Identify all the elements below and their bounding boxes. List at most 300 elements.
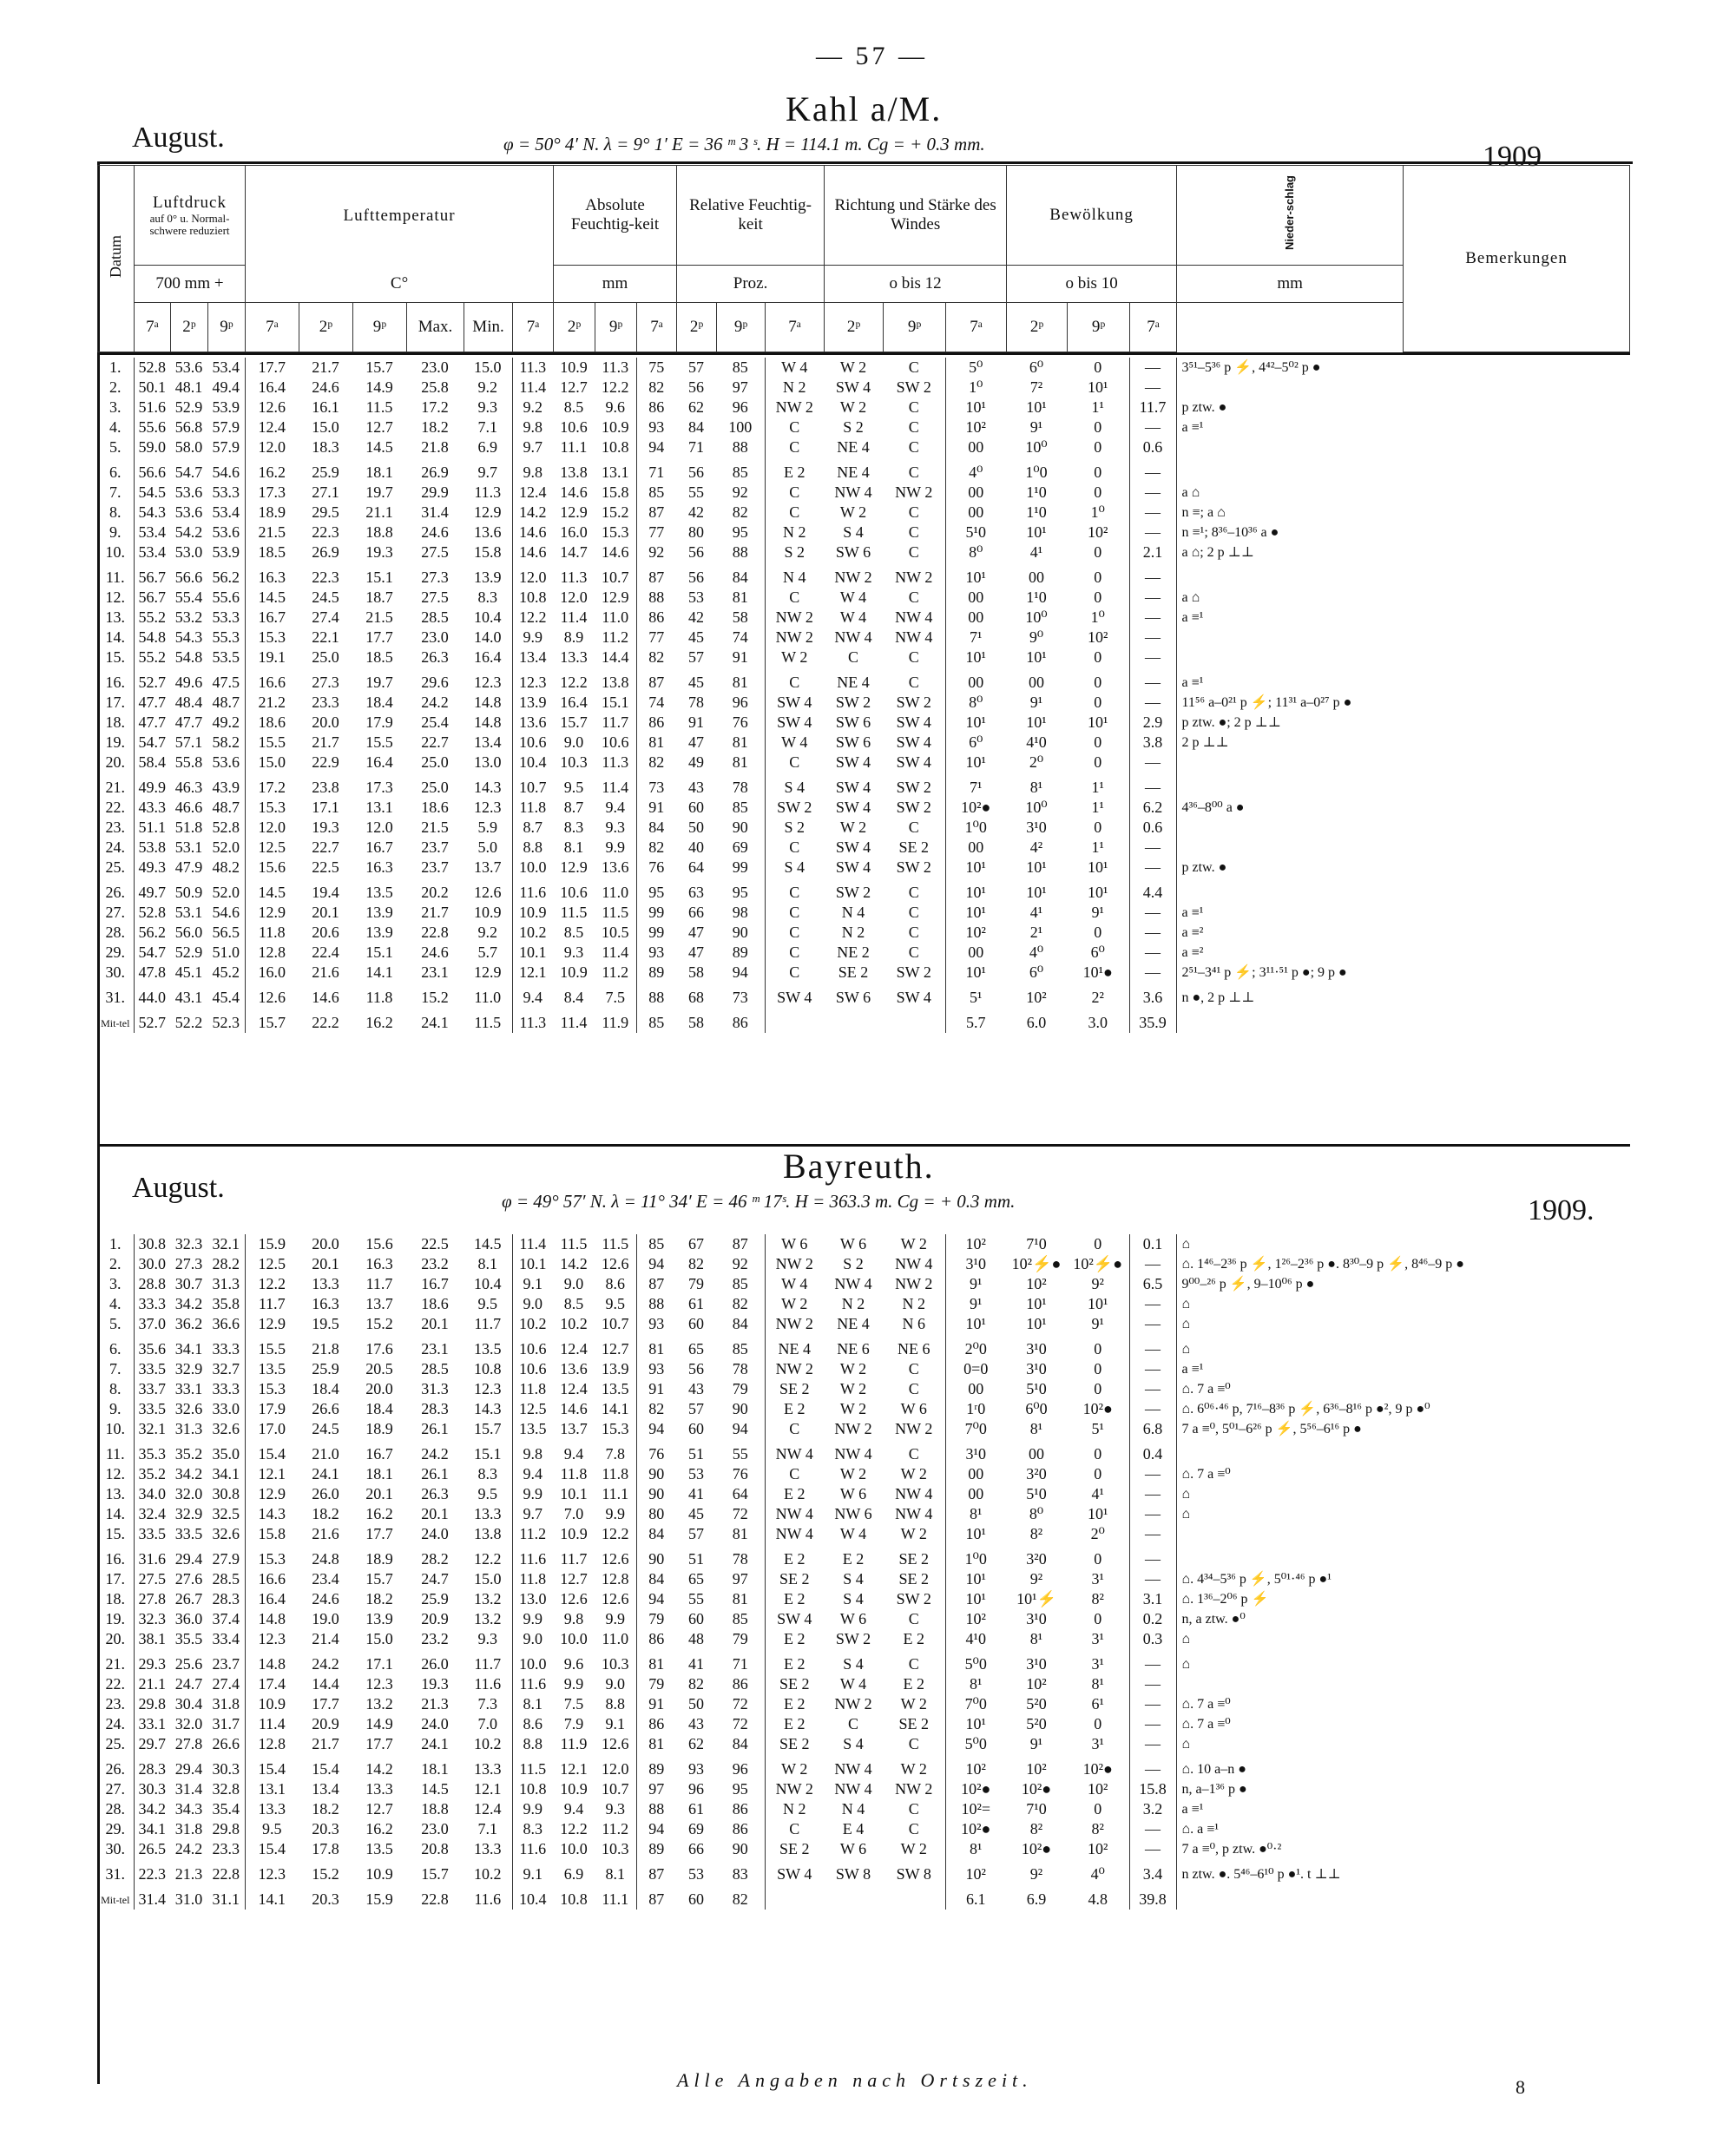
value-cell: 11.8 bbox=[512, 798, 553, 818]
value-cell: 10¹● bbox=[1082, 963, 1113, 981]
value-cell: 10.6 bbox=[512, 1359, 553, 1379]
value-cell: 79 bbox=[688, 1275, 704, 1292]
value-cell: 14.6 bbox=[512, 523, 553, 542]
value-cell: 81 bbox=[636, 1649, 676, 1674]
value-cell: 17.1 bbox=[312, 799, 339, 816]
value-cell: 1⁰ bbox=[1090, 503, 1105, 521]
value-cell: 10.6 bbox=[512, 733, 553, 753]
value-cell: 20.2 bbox=[421, 884, 449, 901]
value-cell: 12.4 bbox=[474, 1800, 502, 1818]
remark-cell: ⌂ bbox=[1176, 1294, 1630, 1314]
value-cell: 45 bbox=[688, 1505, 704, 1522]
value-cell: SW 4 bbox=[896, 753, 931, 771]
value-cell: W 2 bbox=[839, 503, 867, 521]
value-cell: — bbox=[1129, 1754, 1176, 1779]
table-row bbox=[97, 1334, 1630, 1359]
value-cell: 53.8 bbox=[134, 838, 170, 858]
value-cell: 14.5 bbox=[245, 878, 299, 903]
value-cell: 47 bbox=[688, 943, 704, 961]
value-cell: 10.3 bbox=[602, 1655, 629, 1673]
value-cell: 84 bbox=[636, 1569, 676, 1589]
value-cell: 65 bbox=[688, 1340, 704, 1358]
mittel-value: 60 bbox=[688, 1890, 704, 1908]
value-cell: 20.0 bbox=[312, 1235, 339, 1252]
table-row bbox=[97, 483, 1630, 503]
value-cell: 13.3 bbox=[365, 1780, 393, 1798]
value-cell: W 2 bbox=[839, 1380, 867, 1397]
remark-cell: ⌂. 7 a ≡⁰ bbox=[1176, 1714, 1630, 1734]
value-cell: 51.1 bbox=[134, 818, 170, 838]
value-cell: 11.8 bbox=[560, 1465, 588, 1482]
remark-cell bbox=[1176, 457, 1630, 483]
value-cell: 28.2 bbox=[212, 1255, 240, 1272]
value-cell: C bbox=[765, 483, 824, 503]
value-cell: W 2 bbox=[839, 398, 867, 416]
mittel-value: 35.9 bbox=[1129, 1008, 1176, 1033]
value-cell: 52.0 bbox=[212, 884, 240, 901]
value-cell: 17.7 bbox=[312, 1695, 339, 1713]
value-cell: 10² bbox=[1026, 1675, 1047, 1693]
value-cell: C bbox=[908, 358, 919, 376]
value-cell: — bbox=[1129, 1649, 1176, 1674]
value-cell: 5¹0 bbox=[1026, 1380, 1047, 1397]
value-cell: 12.7 bbox=[560, 1570, 588, 1588]
value-cell: 11.7 bbox=[474, 1655, 502, 1673]
value-cell: 25.9 bbox=[312, 463, 339, 481]
value-cell: 20.0 bbox=[312, 713, 339, 731]
value-cell: 55.8 bbox=[174, 753, 203, 771]
value-cell: 57.9 bbox=[212, 438, 240, 456]
value-cell: 47.9 bbox=[174, 858, 203, 876]
value-cell: W 2 bbox=[900, 1695, 927, 1713]
mittel-value: 31.4 bbox=[134, 1884, 170, 1910]
remark-cell bbox=[1176, 1674, 1630, 1694]
hdr-abs-feucht: Absolute Feuchtig-keit bbox=[554, 166, 677, 266]
value-cell: 11.6 bbox=[512, 1674, 553, 1694]
value-cell: 31.8 bbox=[174, 1820, 203, 1837]
mittel-value: 52.3 bbox=[212, 1014, 240, 1031]
value-cell: W 2 bbox=[900, 1760, 927, 1778]
value-cell: 87 bbox=[636, 667, 676, 693]
remark-cell: a ≡¹ bbox=[1176, 608, 1630, 628]
value-cell: 3.1 bbox=[1129, 1589, 1176, 1609]
table-row bbox=[97, 1754, 1630, 1779]
value-cell: SW 4 bbox=[896, 713, 931, 731]
value-cell: 47.8 bbox=[134, 963, 170, 983]
value-cell: 9.3 bbox=[605, 818, 625, 836]
value-cell: C bbox=[765, 503, 824, 523]
value-cell: 55.2 bbox=[134, 648, 170, 667]
remark-cell: n, a ztw. ●⁰ bbox=[1176, 1609, 1630, 1629]
value-cell: 9¹ bbox=[945, 1294, 1006, 1314]
value-cell: 9.4 bbox=[512, 1464, 553, 1484]
remark-cell: a ≡¹ bbox=[1176, 667, 1630, 693]
value-cell: 11.4 bbox=[602, 779, 629, 796]
value-cell: 12.8 bbox=[245, 1734, 299, 1754]
value-cell: 00 bbox=[945, 838, 1006, 858]
value-cell: 13.3 bbox=[474, 1505, 502, 1522]
value-cell: 12.3 bbox=[474, 674, 502, 691]
value-cell: 47.7 bbox=[174, 713, 203, 731]
value-cell: 8.1 bbox=[512, 1694, 553, 1714]
value-cell: SW 2 bbox=[896, 1590, 931, 1607]
value-cell: 99 bbox=[636, 923, 676, 943]
value-cell: 25.6 bbox=[174, 1655, 203, 1673]
value-cell: SW 2 bbox=[765, 798, 824, 818]
value-cell: 24.2 bbox=[174, 1840, 203, 1857]
value-cell: 43 bbox=[688, 779, 704, 796]
value-cell: SW 4 bbox=[896, 733, 931, 751]
value-cell: 57 bbox=[688, 1525, 704, 1542]
value-cell: 23.4 bbox=[312, 1570, 339, 1588]
value-cell: SW 2 bbox=[896, 378, 931, 396]
value-cell: 9¹ bbox=[945, 1274, 1006, 1294]
day-cell: 14. bbox=[105, 1505, 125, 1522]
mittel-value: 87 bbox=[636, 1884, 676, 1910]
value-cell: — bbox=[1129, 358, 1176, 378]
value-cell: 9² bbox=[1091, 1275, 1104, 1292]
value-cell: N 6 bbox=[902, 1315, 925, 1332]
value-cell: 16.7 bbox=[245, 608, 299, 628]
value-cell: 0 bbox=[1094, 1360, 1102, 1377]
mittel-value: 58 bbox=[688, 1014, 704, 1031]
value-cell: 13.6 bbox=[560, 1360, 588, 1377]
value-cell: 90 bbox=[636, 1464, 676, 1484]
value-cell: 81 bbox=[636, 1334, 676, 1359]
value-cell: — bbox=[1129, 1464, 1176, 1484]
value-cell: W 4 bbox=[839, 608, 867, 626]
day-cell: 26. bbox=[105, 884, 125, 901]
value-cell: SW 2 bbox=[896, 694, 931, 711]
value-cell: 9.0 bbox=[512, 1629, 553, 1649]
value-cell: 24.5 bbox=[312, 1420, 339, 1437]
value-cell: 42 bbox=[688, 503, 704, 521]
value-cell: C bbox=[908, 943, 919, 961]
value-cell: 0 bbox=[1094, 438, 1102, 456]
value-cell: W 4 bbox=[765, 733, 824, 753]
table-row bbox=[97, 983, 1630, 1008]
value-cell: 6.2 bbox=[1129, 798, 1176, 818]
table-row bbox=[97, 1694, 1630, 1714]
remark-cell: a ≡¹ bbox=[1176, 1799, 1630, 1819]
value-cell: C bbox=[765, 1419, 824, 1439]
value-cell: — bbox=[1129, 1334, 1176, 1359]
value-cell: 10²⚡● bbox=[1011, 1255, 1062, 1272]
value-cell: 32.8 bbox=[212, 1780, 240, 1798]
value-cell: 9¹ bbox=[1091, 1315, 1104, 1332]
value-cell: 15.1 bbox=[474, 1445, 502, 1463]
mittel-value: 6.0 bbox=[1026, 1014, 1047, 1031]
value-cell: 8.8 bbox=[605, 1695, 625, 1713]
remark-cell: a ≡¹ bbox=[1176, 1359, 1630, 1379]
value-cell: 8.6 bbox=[605, 1275, 625, 1292]
value-cell: 21.1 bbox=[134, 1674, 170, 1694]
value-cell: 10.9 bbox=[560, 963, 588, 981]
value-cell: 58.4 bbox=[134, 753, 170, 772]
value-cell: — bbox=[1129, 1379, 1176, 1399]
value-cell: 90 bbox=[732, 924, 748, 941]
value-cell: 12.0 bbox=[245, 437, 299, 457]
value-cell: C bbox=[765, 1464, 824, 1484]
value-cell: 3¹ bbox=[1091, 1735, 1104, 1752]
value-cell: 47.7 bbox=[134, 693, 170, 713]
value-cell: 00 bbox=[945, 608, 1006, 628]
value-cell: W 2 bbox=[839, 1400, 867, 1417]
value-cell: 15.5 bbox=[245, 733, 299, 753]
table-row bbox=[97, 562, 1630, 588]
value-cell: 7¹ bbox=[945, 772, 1006, 798]
value-cell: 3.2 bbox=[1129, 1799, 1176, 1819]
value-cell: 12.8 bbox=[245, 943, 299, 963]
value-cell: 00 bbox=[1029, 569, 1044, 586]
value-cell: S 4 bbox=[765, 772, 824, 798]
value-cell: 18.9 bbox=[245, 503, 299, 523]
value-cell: 50 bbox=[688, 1695, 704, 1713]
value-cell: 47.7 bbox=[134, 713, 170, 733]
value-cell: 10.7 bbox=[512, 772, 553, 798]
table-row bbox=[97, 1569, 1630, 1589]
value-cell: 37.4 bbox=[212, 1610, 240, 1627]
value-cell: W 2 bbox=[839, 358, 867, 376]
value-cell: 3.8 bbox=[1129, 733, 1176, 753]
value-cell: 93 bbox=[636, 943, 676, 963]
day-cell: 24. bbox=[105, 1715, 125, 1732]
value-cell: 12.0 bbox=[365, 818, 393, 836]
value-cell: 73 bbox=[732, 989, 748, 1006]
value-cell: C bbox=[765, 437, 824, 457]
remark-cell: n ztw. ●. 5⁴⁶–6¹⁰ p ●¹. t ⊥⊥ bbox=[1176, 1859, 1630, 1884]
value-cell: 5²0 bbox=[1026, 1695, 1047, 1713]
value-cell: — bbox=[1129, 1674, 1176, 1694]
value-cell: — bbox=[1129, 503, 1176, 523]
day-cell: 28. bbox=[105, 924, 125, 941]
value-cell: 17.0 bbox=[245, 1419, 299, 1439]
value-cell: 8¹ bbox=[945, 1504, 1006, 1524]
value-cell: 53.6 bbox=[174, 483, 203, 501]
value-cell: 11.0 bbox=[602, 1630, 629, 1647]
value-cell: 45 bbox=[688, 674, 704, 691]
value-cell: 15.0 bbox=[312, 418, 339, 436]
value-cell: 16.2 bbox=[365, 1505, 393, 1522]
value-cell: 88 bbox=[636, 1799, 676, 1819]
value-cell: W 6 bbox=[900, 1400, 927, 1417]
value-cell: 4⁰ bbox=[945, 457, 1006, 483]
value-cell: 9.9 bbox=[605, 838, 625, 856]
value-cell: 34.2 bbox=[134, 1799, 170, 1819]
value-cell: 14.6 bbox=[512, 542, 553, 562]
table-row bbox=[97, 1589, 1630, 1609]
value-cell: 99 bbox=[636, 903, 676, 923]
day-cell: 23. bbox=[105, 1695, 125, 1713]
value-cell: 23.0 bbox=[421, 358, 449, 376]
value-cell: 10⁰ bbox=[1025, 608, 1048, 626]
value-cell: 24.5 bbox=[312, 588, 339, 606]
value-cell: 18.8 bbox=[421, 1800, 449, 1818]
value-cell: 88 bbox=[636, 1294, 676, 1314]
value-cell: 18.2 bbox=[421, 418, 449, 436]
value-cell: SW 4 bbox=[765, 1609, 824, 1629]
value-cell: SW 4 bbox=[896, 989, 931, 1006]
value-cell: 53.2 bbox=[174, 608, 203, 626]
value-cell: 12.5 bbox=[512, 1399, 553, 1419]
value-cell: 16.3 bbox=[365, 858, 393, 876]
value-cell: 0.2 bbox=[1129, 1609, 1176, 1629]
value-cell: 53.0 bbox=[174, 543, 203, 561]
value-cell: 27.1 bbox=[312, 483, 339, 501]
value-cell: 15.6 bbox=[245, 858, 299, 878]
value-cell: 17.2 bbox=[245, 772, 299, 798]
value-cell: 7² bbox=[1029, 378, 1043, 396]
value-cell: 13.5 bbox=[365, 884, 393, 901]
value-cell: 79 bbox=[636, 1609, 676, 1629]
value-cell: 53.9 bbox=[212, 398, 240, 416]
value-cell: 45.4 bbox=[212, 989, 240, 1006]
value-cell: 12.3 bbox=[245, 1629, 299, 1649]
remark-cell bbox=[1176, 772, 1630, 798]
value-cell: 82 bbox=[732, 503, 748, 521]
value-cell: 32.7 bbox=[212, 1360, 240, 1377]
value-cell: 20.1 bbox=[312, 904, 339, 921]
value-cell: N 2 bbox=[765, 378, 824, 398]
value-cell: 21.2 bbox=[245, 693, 299, 713]
value-cell: 00 bbox=[945, 437, 1006, 457]
value-cell: 23.7 bbox=[421, 838, 449, 856]
mittel-row bbox=[97, 1008, 1630, 1033]
value-cell: 79 bbox=[732, 1380, 748, 1397]
value-cell: 28.3 bbox=[212, 1590, 240, 1607]
mittel-value bbox=[765, 1884, 824, 1910]
value-cell: NW 4 bbox=[765, 1504, 824, 1524]
value-cell: 9.5 bbox=[245, 1819, 299, 1839]
value-cell: 9.7 bbox=[512, 437, 553, 457]
mittel-value: 11.6 bbox=[474, 1890, 502, 1908]
hdr-t: 9ᵖ bbox=[595, 302, 637, 352]
value-cell: 11.5 bbox=[365, 398, 393, 416]
day-cell: 30. bbox=[105, 1840, 125, 1857]
value-cell: 78 bbox=[732, 779, 748, 796]
table-row bbox=[97, 503, 1630, 523]
value-cell: 54.7 bbox=[174, 463, 203, 481]
hdr-t: 2ᵖ bbox=[1007, 302, 1068, 352]
value-cell: C bbox=[908, 1820, 919, 1837]
value-cell: 4.4 bbox=[1129, 878, 1176, 903]
value-cell: 10.9 bbox=[560, 358, 588, 376]
value-cell: 34.1 bbox=[212, 1465, 240, 1482]
value-cell: C bbox=[908, 1360, 919, 1377]
value-cell: 10.6 bbox=[560, 884, 588, 901]
value-cell: C bbox=[908, 1445, 919, 1463]
value-cell: N 2 bbox=[765, 1799, 824, 1819]
value-cell: 11.6 bbox=[474, 1675, 502, 1693]
value-cell: 21.6 bbox=[312, 1525, 339, 1542]
value-cell: 88 bbox=[636, 983, 676, 1008]
value-cell: 10.3 bbox=[560, 753, 588, 771]
value-cell: 33.5 bbox=[134, 1359, 170, 1379]
value-cell: 10.7 bbox=[602, 1315, 629, 1332]
table-row bbox=[97, 1799, 1630, 1819]
value-cell: 27.3 bbox=[312, 674, 339, 691]
value-cell: 14.8 bbox=[474, 694, 502, 711]
value-cell: 16.7 bbox=[365, 838, 393, 856]
value-cell: 21.6 bbox=[312, 963, 339, 981]
table-row bbox=[97, 1629, 1630, 1649]
value-cell: 11.0 bbox=[474, 989, 502, 1006]
value-cell: 16.2 bbox=[365, 1820, 393, 1837]
value-cell: 8.8 bbox=[512, 838, 553, 858]
value-cell: 17.3 bbox=[245, 483, 299, 503]
table-row bbox=[97, 963, 1630, 983]
value-cell: 10¹ bbox=[945, 878, 1006, 903]
value-cell: 15.8 bbox=[1129, 1779, 1176, 1799]
value-cell: 5⁰0 bbox=[945, 1734, 1006, 1754]
value-cell: 8² bbox=[1091, 1820, 1104, 1837]
value-cell: C bbox=[908, 1380, 919, 1397]
value-cell: 8¹ bbox=[1029, 1420, 1043, 1437]
value-cell: E 2 bbox=[765, 1544, 824, 1569]
mittel-value bbox=[883, 1008, 945, 1033]
value-cell: 32.6 bbox=[212, 1525, 240, 1542]
footer-note: Alle Angaben nach Ortszeit. bbox=[677, 2069, 1033, 2091]
remark-cell: ⌂. 1³⁶–2⁰⁶ p ⚡ bbox=[1176, 1589, 1630, 1609]
value-cell: 24.7 bbox=[174, 1675, 203, 1693]
value-cell: 53.3 bbox=[212, 483, 240, 501]
value-cell: 81 bbox=[636, 733, 676, 753]
value-cell: 26.5 bbox=[134, 1839, 170, 1859]
value-cell: 68 bbox=[688, 989, 704, 1006]
value-cell: 9.3 bbox=[477, 398, 497, 416]
value-cell: 27.8 bbox=[134, 1589, 170, 1609]
value-cell: 28.8 bbox=[134, 1274, 170, 1294]
value-cell: 9.9 bbox=[512, 1799, 553, 1819]
value-cell: 7⁰0 bbox=[945, 1694, 1006, 1714]
value-cell: 91 bbox=[636, 1694, 676, 1714]
hdr-t: 7ᵃ bbox=[135, 302, 171, 352]
value-cell: 30.4 bbox=[174, 1695, 203, 1713]
day-cell: 7. bbox=[109, 1360, 122, 1377]
value-cell: 10² bbox=[1088, 523, 1108, 541]
value-cell: 24.0 bbox=[421, 1525, 449, 1542]
value-cell: 49.6 bbox=[174, 674, 203, 691]
value-cell: 18.9 bbox=[365, 1550, 393, 1568]
value-cell: 7.9 bbox=[563, 1715, 584, 1732]
value-cell: 23.1 bbox=[421, 1340, 449, 1358]
value-cell: 88 bbox=[732, 438, 748, 456]
value-cell: C bbox=[765, 588, 824, 608]
table-row bbox=[97, 903, 1630, 923]
mittel-value: 31.1 bbox=[212, 1890, 240, 1908]
value-cell: NE 4 bbox=[837, 1315, 870, 1332]
station-title-kahl: Kahl a/M. bbox=[786, 89, 943, 128]
value-cell: 8.9 bbox=[563, 628, 584, 646]
value-cell: 11.2 bbox=[602, 628, 629, 646]
value-cell: W 2 bbox=[900, 1525, 927, 1542]
value-cell: 3²0 bbox=[1026, 1550, 1047, 1568]
value-cell: 12.9 bbox=[245, 1314, 299, 1334]
remark-cell: ⌂. 4³⁴–5³⁶ p ⚡, 5⁰¹·⁴⁶ p ●¹ bbox=[1176, 1569, 1630, 1589]
value-cell: 4⁰ bbox=[1090, 1865, 1105, 1883]
remark-cell: ⌂ bbox=[1176, 1334, 1630, 1359]
day-cell: 21. bbox=[105, 779, 125, 796]
table-row bbox=[97, 1439, 1630, 1464]
value-cell: 86 bbox=[732, 1675, 748, 1693]
value-cell: NW 4 bbox=[834, 1275, 872, 1292]
value-cell: SW 2 bbox=[896, 779, 931, 796]
value-cell: 15.1 bbox=[365, 569, 393, 586]
value-cell: 47 bbox=[688, 924, 704, 941]
value-cell: C bbox=[908, 418, 919, 436]
hdr-t: 7ᵃ bbox=[246, 302, 299, 352]
remark-cell bbox=[1176, 628, 1630, 648]
